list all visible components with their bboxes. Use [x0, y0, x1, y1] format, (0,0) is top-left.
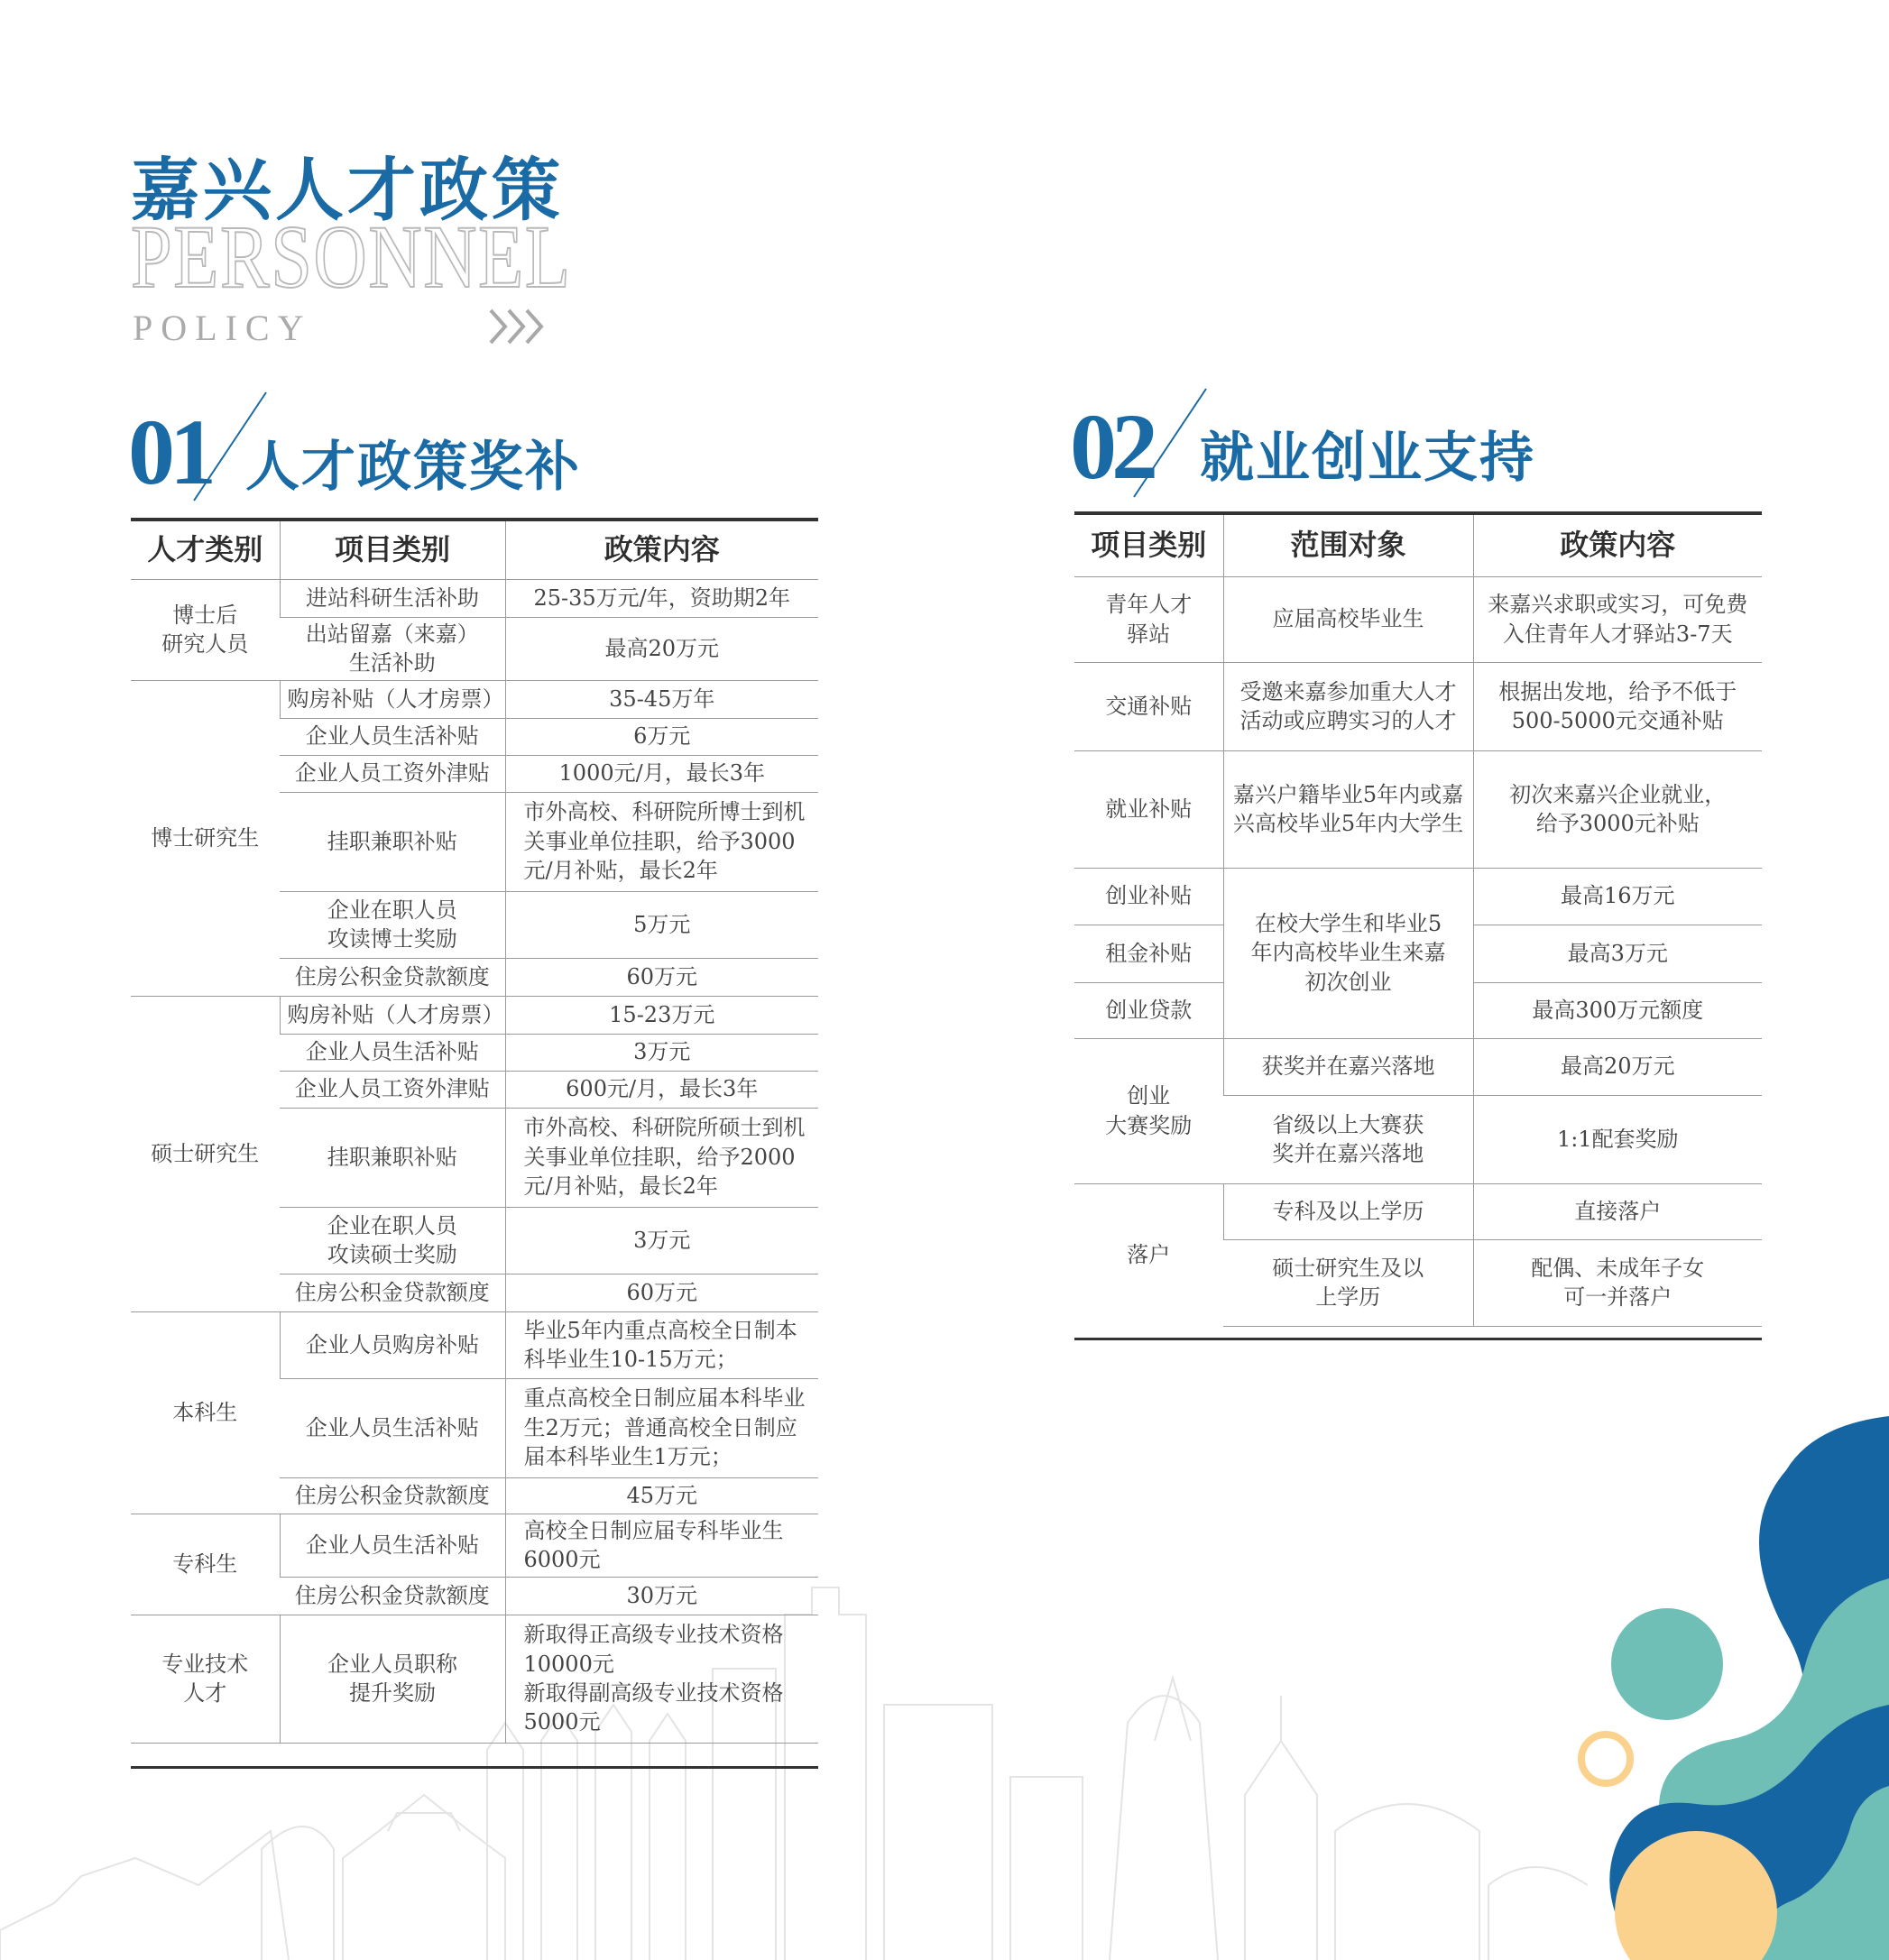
table-end-rule — [131, 1766, 818, 1769]
project-item-cell: 住房公积金贷款额度 — [280, 958, 505, 996]
section2-title: 就业创业支持 — [1200, 427, 1535, 490]
header-scope: 范围对象 — [1223, 513, 1473, 576]
policy-content-cell: 25-35万元/年，资助期2年 — [505, 579, 818, 617]
policy-content-cell: 最高3万元 — [1473, 925, 1762, 982]
project-item-cell: 企业人员生活补贴 — [280, 1034, 505, 1071]
table-row — [1074, 576, 1762, 662]
policy-content-cell: 5万元 — [505, 891, 818, 958]
project-item-cell: 企业人员生活补贴 — [280, 1378, 505, 1477]
project-item-cell: 就业补贴 — [1074, 750, 1223, 868]
scope-cell: 获奖并在嘉兴落地 — [1223, 1038, 1473, 1095]
decorative-blobs — [1516, 1398, 1889, 1960]
project-item-cell: 企业人员职称 提升奖励 — [280, 1615, 505, 1743]
project-item-cell: 购房补贴（人才房票） — [280, 996, 505, 1034]
project-item-cell: 创业 大赛奖励 — [1074, 1038, 1223, 1183]
talent-category-cell: 博士研究生 — [131, 680, 280, 996]
policy-content-cell: 最高16万元 — [1473, 868, 1762, 925]
project-item-cell: 企业人员购房补贴 — [280, 1311, 505, 1378]
page-title: 嘉兴人才政策 — [131, 150, 564, 230]
header-project-category: 项目类别 — [1074, 513, 1223, 576]
project-item-cell: 购房补贴（人才房票） — [280, 680, 505, 718]
project-item-cell: 住房公积金贷款额度 — [280, 1274, 505, 1311]
table-row — [131, 680, 818, 718]
policy-content-cell: 600元/月，最长3年 — [505, 1071, 818, 1108]
table-row — [1074, 868, 1762, 925]
policy-content-cell: 高校全日制应届专科毕业生6000元 — [505, 1514, 818, 1577]
project-item-cell: 创业补贴 — [1074, 868, 1223, 925]
table-row — [1074, 1183, 1762, 1239]
policy-content-cell: 3万元 — [505, 1034, 818, 1071]
project-item-cell: 企业人员工资外津贴 — [280, 755, 505, 792]
policy-content-cell: 新取得正高级专业技术资格10000元 新取得副高级专业技术资格5000元 — [505, 1615, 818, 1743]
policy-content-cell: 市外高校、科研院所博士到机关事业单位挂职，给予3000元/月补贴，最长2年 — [505, 792, 818, 891]
chevron-right-icon — [487, 307, 550, 346]
project-item-cell: 挂职兼职补贴 — [280, 792, 505, 891]
policy-content-cell: 6万元 — [505, 718, 818, 755]
policy-content-cell: 直接落户 — [1473, 1183, 1762, 1239]
table-row — [1074, 1038, 1762, 1095]
project-item-cell: 落户 — [1074, 1183, 1223, 1326]
page-subtitle-en-personnel: PERSONNEL — [131, 207, 572, 307]
project-item-cell: 企业人员生活补贴 — [280, 1514, 505, 1577]
table-row — [1074, 750, 1762, 868]
project-item-cell: 进站科研生活补助 — [280, 579, 505, 617]
table-row — [1074, 662, 1762, 750]
scope-cell: 在校大学生和毕业5年内高校毕业生来嘉初次创业 — [1223, 868, 1473, 1038]
section2-number: 02 — [1070, 395, 1153, 499]
talent-category-cell: 本科生 — [131, 1311, 280, 1514]
header-policy-content: 政策内容 — [505, 520, 818, 579]
project-item-cell: 交通补贴 — [1074, 662, 1223, 750]
table-row — [131, 1514, 818, 1577]
policy-content-cell: 最高20万元 — [1473, 1038, 1762, 1095]
talent-category-cell: 博士后 研究人员 — [131, 579, 280, 680]
header-project-category: 项目类别 — [280, 520, 505, 579]
scope-cell: 省级以上大赛获 奖并在嘉兴落地 — [1223, 1095, 1473, 1183]
section1-number: 01 — [128, 400, 211, 504]
page-subtitle-en-policy: POLICY — [133, 308, 312, 348]
policy-content-cell: 3万元 — [505, 1207, 818, 1274]
policy-content-cell: 15-23万元 — [505, 996, 818, 1034]
scope-cell: 嘉兴户籍毕业5年内或嘉兴高校毕业5年内大学生 — [1223, 750, 1473, 868]
policy-content-cell: 1:1配套奖励 — [1473, 1095, 1762, 1183]
policy-content-cell: 60万元 — [505, 958, 818, 996]
project-item-cell: 挂职兼职补贴 — [280, 1108, 505, 1207]
project-item-cell: 企业人员工资外津贴 — [280, 1071, 505, 1108]
policy-content-cell: 最高300万元额度 — [1473, 982, 1762, 1038]
policy-content-cell: 1000元/月，最长3年 — [505, 755, 818, 792]
table-row — [131, 1615, 818, 1743]
section1-title: 人才政策奖补 — [245, 436, 581, 499]
table-row — [131, 579, 818, 617]
project-item-cell: 创业贷款 — [1074, 982, 1223, 1038]
policy-content-cell: 市外高校、科研院所硕士到机关事业单位挂职，给予2000元/月补贴，最长2年 — [505, 1108, 818, 1207]
policy-content-cell: 最高20万元 — [505, 617, 818, 680]
policy-content-cell: 配偶、未成年子女 可一并落户 — [1473, 1239, 1762, 1326]
policy-content-cell: 45万元 — [505, 1477, 818, 1514]
policy-content-cell: 重点高校全日制应届本科毕业生2万元；普通高校全日制应届本科毕业生1万元； — [505, 1378, 818, 1477]
project-item-cell: 青年人才 驿站 — [1074, 576, 1223, 662]
header-talent-category: 人才类别 — [131, 520, 280, 579]
table-row — [131, 996, 818, 1034]
project-item-cell: 住房公积金贷款额度 — [280, 1477, 505, 1514]
talent-category-cell: 硕士研究生 — [131, 996, 280, 1311]
policy-content-cell: 根据出发地，给予不低于 500-5000元交通补贴 — [1473, 662, 1762, 750]
policy-content-cell: 60万元 — [505, 1274, 818, 1311]
project-item-cell: 企业人员生活补贴 — [280, 718, 505, 755]
table-row — [131, 1311, 818, 1378]
project-item-cell: 企业在职人员 攻读硕士奖励 — [280, 1207, 505, 1274]
policy-content-cell: 35-45万年 — [505, 680, 818, 718]
employment-support-table — [1074, 511, 1762, 1327]
project-item-cell: 住房公积金贷款额度 — [280, 1577, 505, 1615]
policy-content-cell: 初次来嘉兴企业就业， 给予3000元补贴 — [1473, 750, 1762, 868]
table-end-rule — [1074, 1338, 1762, 1340]
header-policy-content: 政策内容 — [1473, 513, 1762, 576]
scope-cell: 受邀来嘉参加重大人才活动或应聘实习的人才 — [1223, 662, 1473, 750]
scope-cell: 应届高校毕业生 — [1223, 576, 1473, 662]
policy-content-cell: 毕业5年内重点高校全日制本科毕业生10-15万元； — [505, 1311, 818, 1378]
project-item-cell: 租金补贴 — [1074, 925, 1223, 982]
scope-cell: 专科及以上学历 — [1223, 1183, 1473, 1239]
talent-subsidy-table — [131, 518, 818, 1744]
policy-content-cell: 来嘉兴求职或实习，可免费入住青年人才驿站3-7天 — [1473, 576, 1762, 662]
talent-category-cell: 专业技术 人才 — [131, 1615, 280, 1743]
project-item-cell: 出站留嘉（来嘉） 生活补助 — [280, 617, 505, 680]
project-item-cell: 企业在职人员 攻读博士奖励 — [280, 891, 505, 958]
policy-content-cell: 30万元 — [505, 1577, 818, 1615]
scope-cell: 硕士研究生及以 上学历 — [1223, 1239, 1473, 1326]
talent-category-cell: 专科生 — [131, 1514, 280, 1615]
